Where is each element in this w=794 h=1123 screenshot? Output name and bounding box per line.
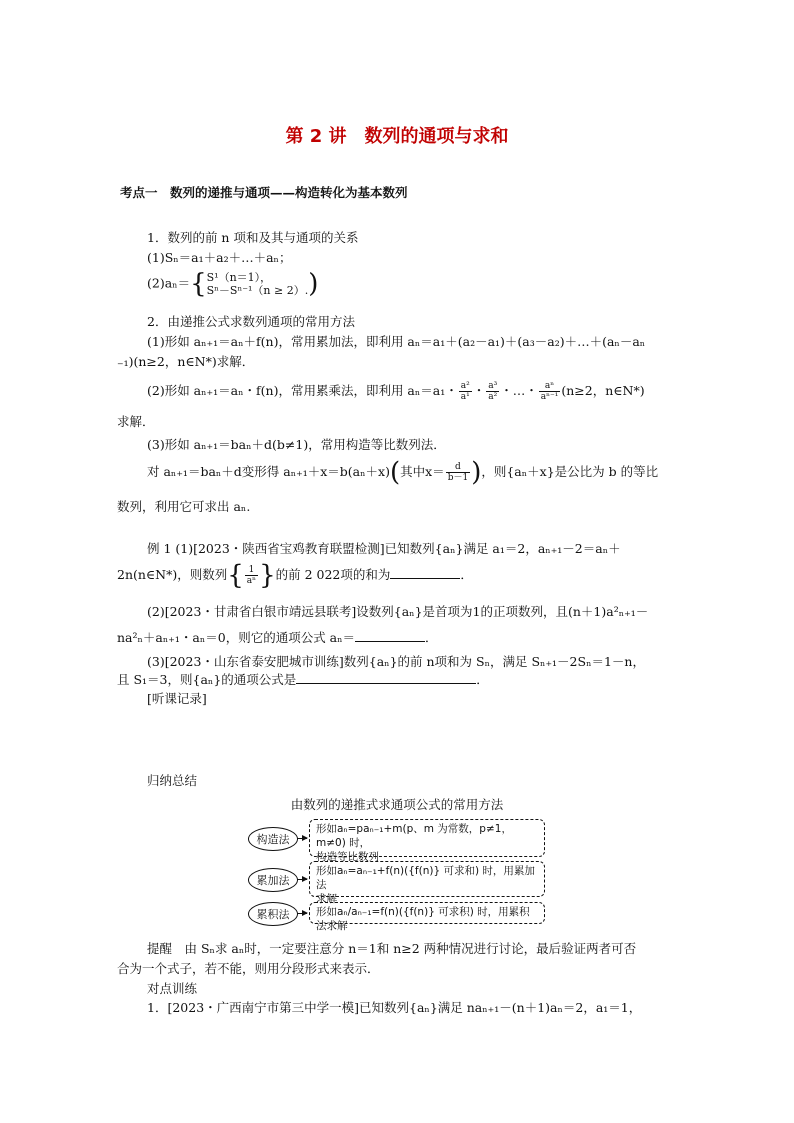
point-1b-prefix: (2)aₙ＝ (147, 275, 191, 291)
method-desc-accumulate (309, 861, 545, 905)
case-1: S¹（n＝1）， (206, 271, 272, 284)
point-1a: (1)Sₙ＝a₁＋a₂＋…＋aₙ； (147, 250, 292, 265)
case-2: Sⁿ－Sⁿ⁻¹（n ≥ 2）. (206, 284, 309, 297)
frac-num: 1 (245, 565, 258, 576)
example-3-line2 (117, 671, 489, 689)
frac-den: a¹ (460, 392, 470, 402)
frac-num: aⁿ (539, 381, 561, 392)
point-2a-line1: (1)形如 aₙ₊₁＝aₙ＋f(n)，常用累加法，即利用 aₙ＝a₁＋(a₂－a₁)＋(a₃－a₂)＋…＋(aₙ－aₙ (147, 334, 646, 349)
frac-num: a² (460, 381, 470, 391)
desc-line: 形如aₙ=paₙ₋₁+m(p、m 为常数，p≠1，m≠0) 时， (316, 823, 512, 849)
frac-den: aⁿ (246, 576, 257, 586)
example-1-line2 (117, 560, 473, 591)
frac-den: b－1 (447, 473, 469, 483)
desc-line: 构造等比数列 (316, 851, 379, 863)
desc-line: 形如aₙ/aₙ₋₁=f(n)({f(n)} 可求积) 时，用累积法求解 (316, 906, 530, 932)
diagram-title: 由数列的递推式求通项公式的常用方法 (290, 797, 504, 812)
arrow (297, 913, 307, 914)
frac-den: a² (488, 392, 498, 402)
point-2b-prefix: (2)形如 aₙ₊₁＝aₙ・f(n)，常用累乘法，即利用 aₙ＝a₁・ (147, 383, 458, 398)
point-2b-line2: 求解． (117, 414, 155, 429)
desc-line: 求解 (316, 893, 337, 905)
left-brace: { (227, 560, 244, 591)
left-brace: { (190, 269, 207, 299)
point-2d-line1 (147, 457, 659, 488)
fraction-d-b1 (446, 462, 471, 483)
method-label-accumulate: 累加法 (248, 868, 298, 892)
example-3-line1: (3)[2023・山东省泰安肥城市训练]数列{aₙ}的前 n项和为 Sₙ，满足 Sₙ₊₁－2Sₙ＝1－n， (147, 654, 645, 669)
period: ． (460, 567, 473, 582)
example-2-line1: (2)[2023・甘肃省白银市靖远县联考]设数列{aₙ}是首项为1的正项数列，且(n＋1)a²ₙ₊₁－ (147, 604, 649, 619)
practice-heading: 对点训练 (147, 981, 198, 996)
point-2-heading: 2．由递推公式求数列通项的常用方法 (147, 314, 355, 329)
point-2a-line2: ₋₁)(n≥2，n∈N*)求解． (117, 354, 255, 369)
example-1-prefix: 2n(n∈N*)，则数列 (117, 567, 228, 582)
frac-den: aⁿ⁻¹ (540, 392, 559, 402)
point-1b (147, 271, 318, 297)
method-label-construct: 构造法 (248, 827, 298, 851)
period: ． (476, 672, 489, 687)
example-1-line1: 例 1 (1)[2023・陕西省宝鸡教育联盟检测]已知数列{aₙ}满足 a₁＝2，aₙ₊₁－2＝aₙ＋ (147, 541, 621, 556)
period: ． (425, 630, 438, 645)
dot: ・ (472, 383, 486, 398)
point-1-heading: 1．数列的前 n 项和及其与通项的关系 (147, 230, 359, 245)
desc-line: 形如aₙ=aₙ₋₁+f(n)({f(n)} 可求和) 时，用累加法 (316, 865, 535, 891)
fraction-a2-a1 (459, 381, 472, 402)
tip-line1: 提醒 由 Sₙ求 aₙ时，一定要注意分 n＝1和 n≥2 两种情况进行讨论，最后验证两者可否 (147, 941, 637, 956)
answer-blank-1[interactable] (390, 566, 460, 579)
fraction-1-an (245, 565, 258, 586)
method-desc-multiply (309, 902, 545, 932)
method-desc-construct (309, 819, 545, 863)
point-2c: (3)形如 aₙ₊₁＝baₙ＋d(b≠1)，常用构造等比数列法． (147, 437, 446, 452)
right-paren: ) (308, 269, 319, 299)
section-heading: 考点一 数列的递推与通项——构造转化为基本数列 (120, 185, 408, 200)
point-2d-paren: 其中x＝ (400, 464, 445, 479)
point-2d-suffix: ，则{aₙ＋x}是公比为 b 的等比 (481, 464, 659, 479)
practice-q1: 1．[2023・广西南宁市第三中学一模]已知数列{aₙ}满足 naₙ₊₁－(n＋1)aₙ＝2，a₁＝1， (147, 1000, 642, 1015)
left-paren: ( (389, 457, 401, 488)
summary-heading: 归纳总结 (147, 773, 198, 788)
right-brace: } (259, 560, 276, 591)
answer-blank-3[interactable] (296, 671, 476, 684)
arrow (297, 879, 307, 880)
point-2b-line1 (147, 381, 645, 402)
example-1-suffix: 的前 2 022项的和为 (275, 567, 391, 582)
fraction-a3-a2 (486, 381, 499, 402)
point-2b-suffix: (n≥2，n∈N*) (561, 383, 645, 398)
frac-num: d (446, 462, 471, 473)
right-paren: ) (471, 457, 482, 488)
example-3-text: 且 S₁＝3，则{aₙ}的通项公式是 (117, 672, 297, 687)
fraction-an-an1 (539, 381, 561, 402)
tip-line2: 合为一个式子，若不能，则用分段形式来表示． (117, 961, 380, 976)
frac-num: a³ (488, 381, 498, 391)
notes-label: [听课记录] (147, 691, 207, 706)
answer-blank-2[interactable] (355, 629, 425, 642)
arrow (297, 838, 307, 839)
example-2-text: na²ₙ＋aₙ₊₁・aₙ＝0，则它的通项公式 aₙ＝ (117, 630, 356, 645)
example-2-line2 (117, 629, 438, 647)
method-label-multiply: 累积法 (248, 902, 298, 926)
point-2d-line2: 数列，利用它可求出 aₙ. (117, 499, 251, 514)
dots: ・…・ (500, 383, 538, 398)
page-title: 第 2 讲 数列的通项与求和 (285, 126, 509, 147)
point-2d-prefix: 对 aₙ₊₁＝baₙ＋d变形得 aₙ₊₁＋x＝b(aₙ＋x) (147, 464, 390, 479)
piecewise-cases (207, 271, 309, 297)
